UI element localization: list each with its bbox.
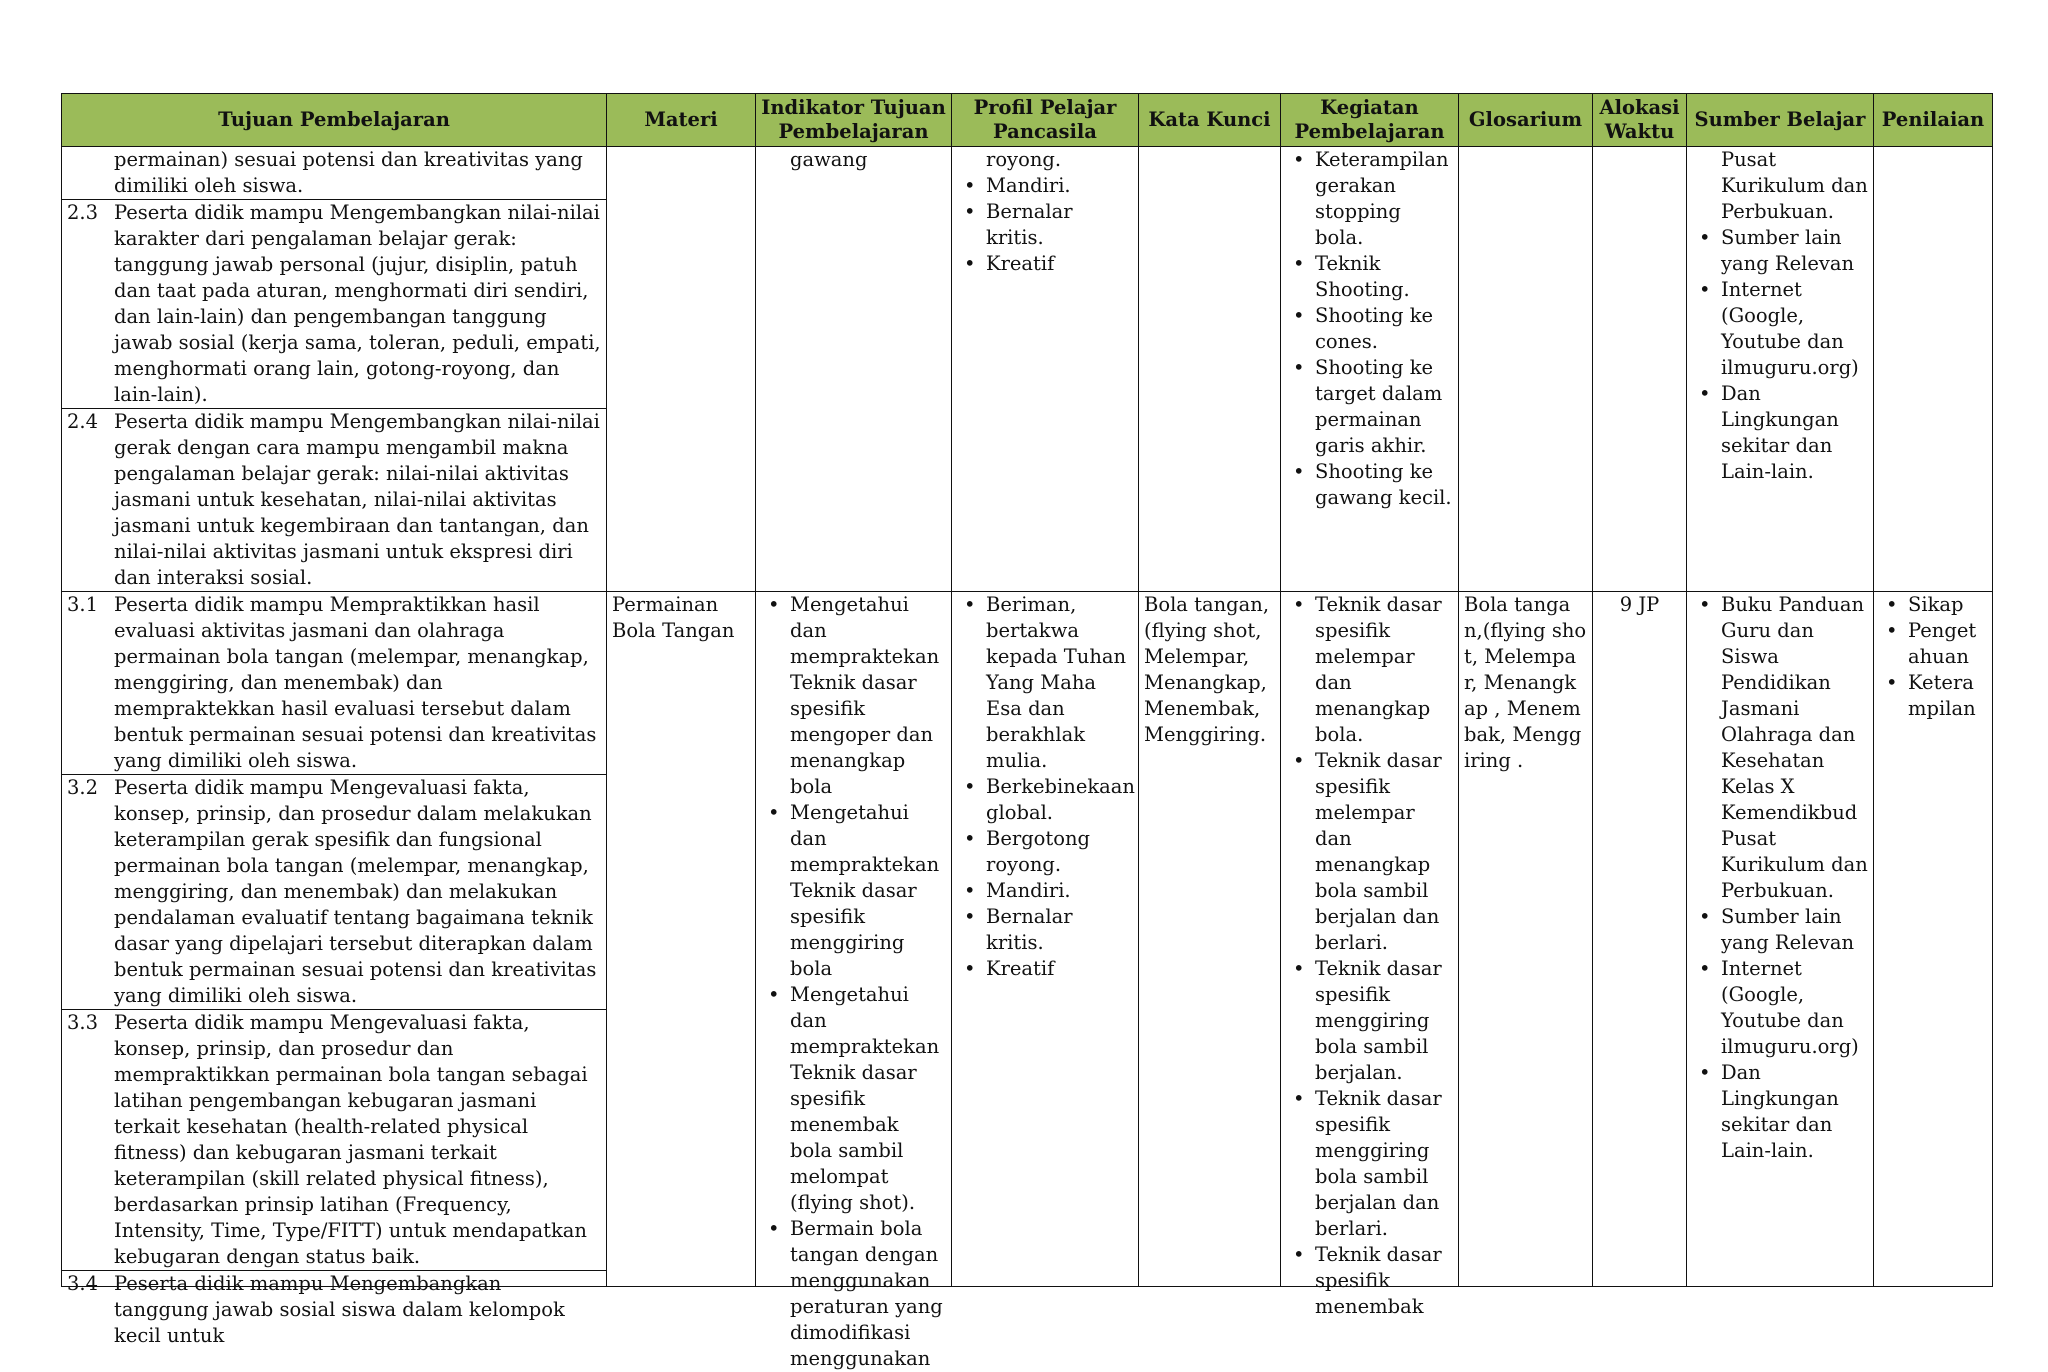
list-item: • Bernalar kritis. (986, 199, 1133, 251)
header-kata-kunci: Kata Kunci (1139, 94, 1281, 147)
kata-kunci-cell (1139, 147, 1281, 592)
header-penilaian: Penilaian (1874, 94, 1993, 147)
sumber-cell (1687, 592, 1874, 1287)
list-item: • Mandiri. (986, 878, 1133, 904)
table-row (62, 147, 1993, 592)
list-item: • Teknik dasar spesifik melempar dan menangkap bola sambil berjalan dan berlari. (1315, 748, 1453, 956)
header-row (62, 94, 1993, 147)
header-sumber: Sumber Belajar (1687, 94, 1874, 147)
table-row (62, 592, 1993, 1287)
profil-cell (952, 592, 1139, 1287)
list-item: • Teknik Shooting. (1315, 251, 1453, 303)
indikator-cell (756, 592, 952, 1370)
header-materi: Materi (607, 94, 756, 147)
glosarium-cell (1459, 147, 1593, 592)
list-item: • Mengetahui dan mempraktekan Teknik dasar spesifik mengoper dan menangkap bola (790, 592, 946, 800)
list-item: • Teknik dasar spesifik melempar dan menangkap bola. (1315, 592, 1453, 748)
list-item: • Buku Panduan Guru dan Siswa Pendidikan Jasmani Olahraga dan Kesehatan Kelas X Kemendikbud Pusat Kurikulum dan Perbukuan. (1721, 592, 1868, 904)
sumber-cell: Pusat Kurikulum dan Perbukuan. • Sumber lain yang Relevan • Internet (Google, Youtube dan ilmuguru.org) • Dan Lingkungan sekitar dan Lain-lain. (1687, 147, 1874, 592)
list-item: • Shooting ke gawang kecil. (1315, 459, 1453, 511)
kegiatan-cell (1281, 592, 1459, 1318)
header-indikator: Indikator Tujuan Pembelajaran (756, 94, 952, 147)
list-item: • Bermain bola tangan dengan menggunakan peraturan yang dimodifikasi menggunakan (790, 1216, 946, 1372)
list-item: • Dan Lingkungan sekitar dan Lain-lain. (1721, 1060, 1868, 1164)
list-item: • Teknik dasar spesifik menembak (1315, 1242, 1453, 1320)
tujuan-item: 3.4 Peserta didik mampu Mengembangkan tanggung jawab sosial siswa dalam kelompok kecil untuk (67, 1272, 565, 1347)
header-profil: Profil Pelajar Pancasila (952, 94, 1139, 147)
kata-kunci-cell: Bola tangan,(flying shot, Melempar, Menangkap, Menembak, Menggiring. (1139, 592, 1281, 1287)
list-item: • Sumber lain yang Relevan (1721, 225, 1868, 277)
list-item: • Dan Lingkungan sekitar dan Lain-lain. (1721, 381, 1868, 485)
list-item: • Teknik dasar spesifik menggiring bola sambil berjalan dan berlari. (1315, 1086, 1453, 1242)
list-item: • Beriman, bertakwa kepada Tuhan Yang Maha Esa dan berakhlak mulia. (986, 592, 1133, 774)
lesson-plan-table (61, 93, 1993, 1370)
list-item: • Shooting ke cones. (1315, 303, 1453, 355)
header-glosarium: Glosarium (1459, 94, 1593, 147)
list-item: • Mengetahui dan mempraktekan Teknik dasar spesifik menembak bola sambil melompat (flying shot). (790, 982, 946, 1216)
penilaian-cell (1874, 147, 1993, 592)
list-item: • Sikap (1908, 592, 1987, 618)
list-item: • Keterampilan (1908, 670, 1987, 722)
tujuan-item: permainan) sesuai potensi dan kreativitas yang dimiliki oleh siswa. (62, 147, 606, 200)
list-item: • Pengetahuan (1908, 618, 1987, 670)
tujuan-item: 3.1 Peserta didik mampu Mempraktikkan hasil evaluasi aktivitas jasmani dan olahraga permainan bola tangan (melempar, menangkap, menggiring, dan menembak) dan mempraktekkan hasil evaluasi tersebut dalam bentuk permainan sesuai potensi dan kreativitas yang dimiliki oleh siswa. (62, 592, 606, 775)
glosarium-cell: Bola tangan,(flying shot, Melempar, Menangkap , Menembak, Menggiring . (1459, 592, 1593, 1287)
list-item: • Shooting ke target dalam permainan garis akhir. (1315, 355, 1453, 459)
list-item: • Internet (Google, Youtube dan ilmuguru.org) (1721, 277, 1868, 381)
list-item: • Sumber lain yang Relevan (1721, 904, 1868, 956)
header-tujuan: Tujuan Pembelajaran (62, 94, 607, 147)
penilaian-cell (1874, 592, 1993, 1287)
kegiatan-cell (1281, 147, 1459, 592)
tujuan-item: 2.4 Peserta didik mampu Mengembangkan nilai-nilai gerak dengan cara mampu mengambil makna pengalaman belajar gerak: nilai-nilai aktivitas jasmani untuk kesehatan, nilai-nilai aktivitas jasmani untuk kegembiraan dan tantangan, dan nilai-nilai aktivitas jasmani untuk ekspresi diri dan interaksi sosial. (67, 410, 600, 589)
list-item: • Bernalar kritis. (986, 904, 1133, 956)
tujuan-cell (62, 592, 607, 1347)
materi-cell: Permainan Bola Tangan (607, 592, 756, 1287)
list-item: • Mandiri. (986, 173, 1133, 199)
list-item: • Kreatif (986, 956, 1133, 982)
materi-cell (607, 147, 756, 592)
alokasi-cell (1593, 147, 1687, 592)
tujuan-item: 2.3 Peserta didik mampu Mengembangkan nilai-nilai karakter dari pengalaman belajar gerak: tanggung jawab personal (jujur, disiplin, patuh dan taat pada aturan, menghormati diri sendiri, dan lain-lain) dan pengembangan tanggung jawab sosial (kerja sama, toleran, peduli, empati, menghormati orang lain, gotong-royong, dan lain-lain). (62, 200, 606, 409)
tujuan-item: 3.3 Peserta didik mampu Mengevaluasi fakta, konsep, prinsip, dan prosedur dan mempraktikkan permainan bola tangan sebagai latihan pengembangan kebugaran jasmani terkait kesehatan (health-related physical fitness) dan kebugaran jasmani terkait keterampilan (skill related physical fitness), berdasarkan prinsip latihan (Frequency, Intensity, Time, Type/FITT) untuk mendapatkan kebugaran dengan status baik. (62, 1010, 606, 1271)
list-item: • Kreatif (986, 251, 1133, 277)
header-kegiatan: Kegiatan Pembelajaran (1281, 94, 1459, 147)
header-alokasi: Alokasi Waktu (1593, 94, 1687, 147)
tujuan-cell (62, 147, 607, 592)
list-item: • Berkebinekaan global. (986, 774, 1133, 826)
indikator-cell: gawang (756, 147, 952, 592)
list-item: • Teknik dasar spesifik menggiring bola sambil berjalan. (1315, 956, 1453, 1086)
list-item: • Internet (Google, Youtube dan ilmuguru.org) (1721, 956, 1868, 1060)
tujuan-item: 3.2 Peserta didik mampu Mengevaluasi fakta, konsep, prinsip, dan prosedur dalam melakukan keterampilan gerak spesifik dan fungsional permainan bola tangan (melempar, menangkap, menggiring, dan menembak) dan melakukan pendalaman evaluatif tentang bagaimana teknik dasar yang dipelajari tersebut diterapkan dalam bentuk permainan sesuai potensi dan kreativitas yang dimiliki oleh siswa. (62, 775, 606, 1010)
profil-cell: royong. • Mandiri. • Bernalar kritis. • Kreatif (952, 147, 1139, 592)
list-item: • Keterampilan gerakan stopping bola. (1315, 147, 1453, 251)
list-item: • Mengetahui dan mempraktekan Teknik dasar spesifik menggiring bola (790, 800, 946, 982)
alokasi-cell: 9 JP (1593, 592, 1687, 1287)
list-item: • Bergotong royong. (986, 826, 1133, 878)
